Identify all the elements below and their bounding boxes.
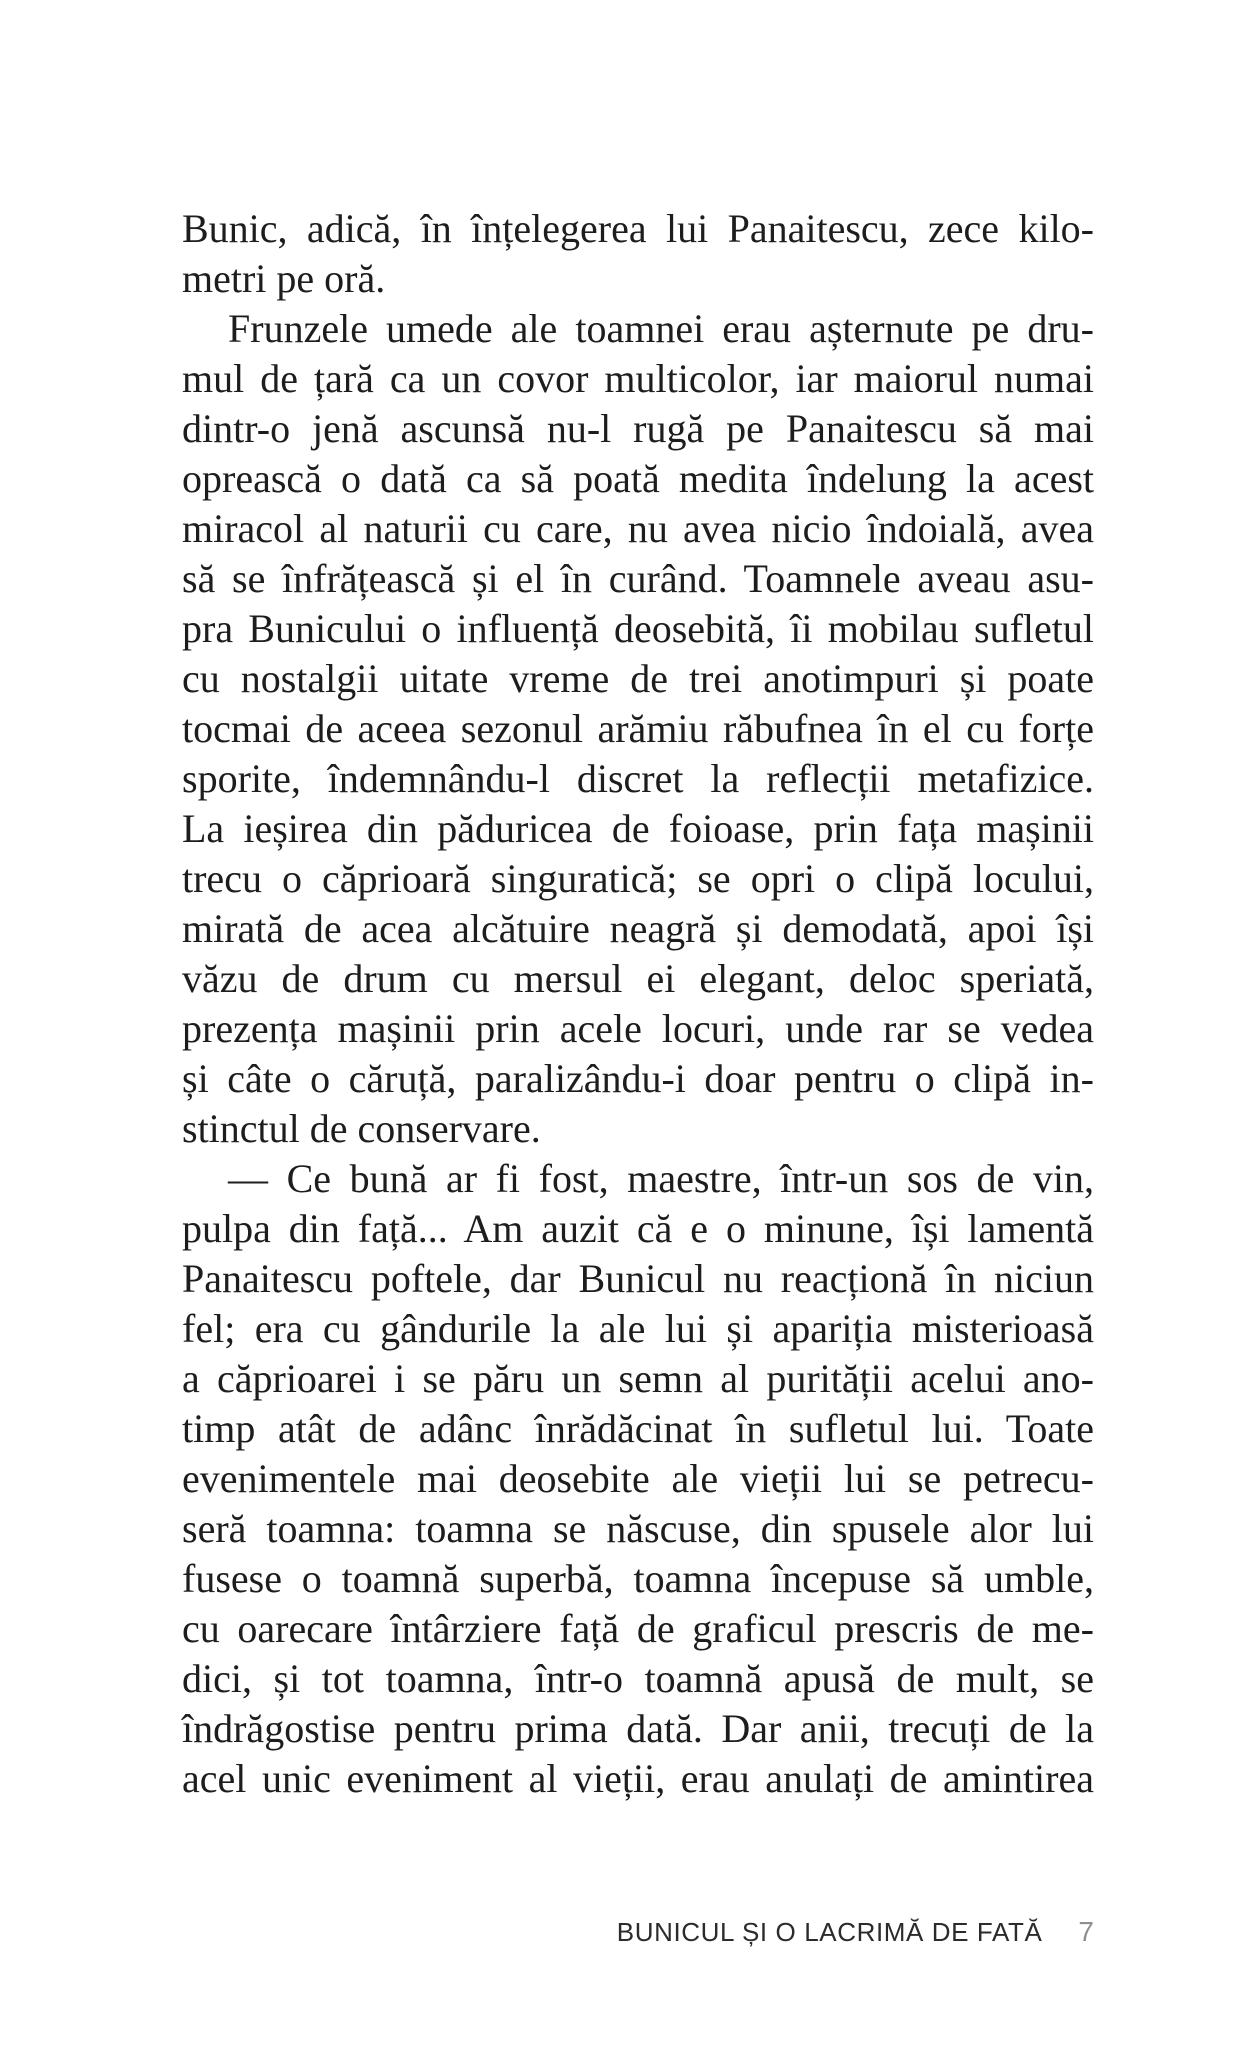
text-line: Bunic, adică, în înțelegerea lui Panaitescu, zece kilo- <box>182 206 1094 251</box>
text-line: trecu o căprioară singuratică; se opri o clipă locului, <box>182 856 1094 901</box>
text-line: îndrăgostise pentru prima dată. Dar anii, trecuți de la <box>182 1706 1094 1751</box>
text-line: prezența mașinii prin acele locuri, unde rar se vedea <box>182 1006 1094 1051</box>
text-line: tocmai de aceea sezonul arămiu răbufnea în el cu forțe <box>182 706 1094 751</box>
text-line: Frunzele umede ale toamnei erau așternute pe dru- <box>228 306 1094 351</box>
text-line: dici, și tot toamna, într-o toamnă apusă de mult, se <box>182 1656 1094 1701</box>
text-line: mirată de acea alcătuire neagră și demodată, apoi își <box>182 906 1094 951</box>
text-line: sporite, îndemnându-l discret la reflecții metafizice. <box>182 756 1094 801</box>
text-line: oprească o dată ca să poată medita îndelung la acest <box>182 456 1094 501</box>
text-line: mul de țară ca un covor multicolor, iar maiorul numai <box>182 356 1094 401</box>
text-line: miracol al naturii cu care, nu avea nicio îndoială, avea <box>182 506 1094 551</box>
text-line: stinctul de conservare. <box>182 1106 541 1151</box>
text-line: a căprioarei i se păru un semn al purității acelui ano- <box>182 1356 1094 1401</box>
text-line: seră toamna: toamna se născuse, din spusele alor lui <box>182 1506 1094 1551</box>
text-line: Panaitescu poftele, dar Bunicul nu reacționă în niciun <box>182 1256 1094 1301</box>
text-line: fel; era cu gândurile la ale lui și apariția misterioasă <box>182 1306 1094 1351</box>
page-footer <box>182 1916 1094 1948</box>
text-line: timp atât de adânc înrădăcinat în sufletul lui. Toate <box>182 1406 1094 1451</box>
text-line: cu oarecare întârziere față de graficul prescris de me- <box>182 1606 1094 1651</box>
text-line: — Ce bună ar fi fost, maestre, într-un sos de vin, <box>228 1156 1094 1201</box>
text-line: pulpa din față... Am auzit că e o minune, își lamentă <box>182 1206 1094 1251</box>
text-line: fusese o toamnă superbă, toamna începuse să umble, <box>182 1556 1094 1601</box>
running-title: BUNICUL ȘI O LACRIMĂ DE FATĂ <box>616 1917 1043 1947</box>
text-line: La ieșirea din păduricea de foioase, prin fața mașinii <box>182 806 1094 851</box>
text-line: acel unic eveniment al vieții, erau anulați de amintirea <box>182 1756 1094 1801</box>
text-line: cu nostalgii uitate vreme de trei anotimpuri și poate <box>182 656 1094 701</box>
text-line: dintr-o jenă ascunsă nu-l rugă pe Panaitescu să mai <box>182 406 1094 451</box>
text-line: să se înfrățească și el în curând. Toamnele aveau asu- <box>182 556 1094 601</box>
text-line: pra Bunicului o influență deosebită, îi mobilau sufletul <box>182 606 1094 651</box>
text-line: metri pe oră. <box>182 256 386 301</box>
text-line: evenimentele mai deosebite ale vieții lui se petrecu- <box>182 1456 1094 1501</box>
text-line: văzu de drum cu mersul ei elegant, deloc speriată, <box>182 956 1094 1001</box>
text-line: și câte o căruță, paralizându-i doar pentru o clipă in- <box>182 1056 1094 1101</box>
page-number: 7 <box>1078 1916 1094 1947</box>
text-block <box>182 204 1094 1804</box>
